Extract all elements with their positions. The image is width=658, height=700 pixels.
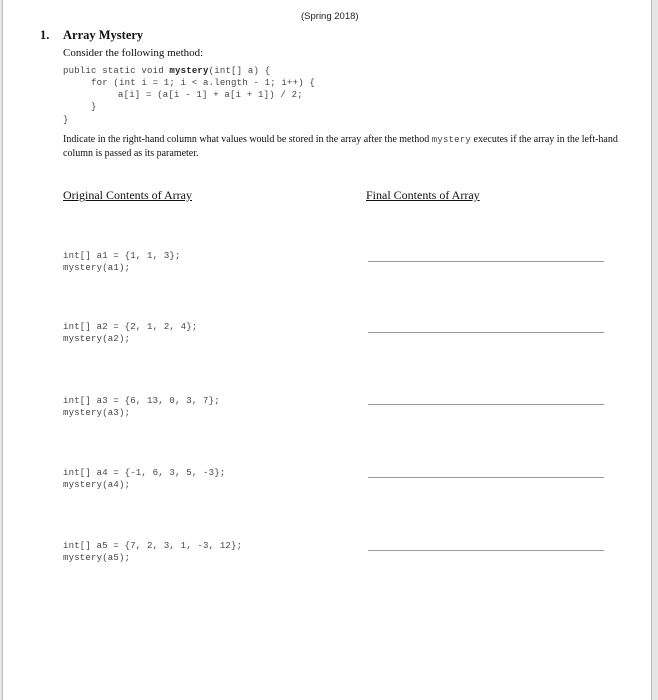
case-5-call: mystery(a5);	[63, 553, 131, 563]
case-2-call: mystery(a2);	[63, 334, 131, 344]
question-intro: Consider the following method:	[63, 47, 204, 59]
case-5-declaration: int[] a5 = {7, 2, 3, 1, -3, 12};	[63, 541, 243, 551]
case-1-call: mystery(a1);	[63, 263, 131, 273]
code-signature-prefix: public static void	[63, 66, 170, 76]
case-1-answer-line[interactable]	[368, 261, 604, 262]
term-header: (Spring 2018)	[301, 11, 359, 22]
code-method-name: mystery	[169, 66, 209, 76]
instruction-text	[63, 133, 623, 161]
code-signature-suffix: (int[] a) {	[208, 66, 271, 76]
instruction-part1: Indicate in the right-hand column what values would be stored in the array after the method	[63, 134, 432, 145]
code-body: a[i] = (a[i - 1] + a[i + 1]) / 2;	[118, 90, 303, 100]
case-4-call: mystery(a4);	[63, 480, 131, 490]
code-loop: for (int i = 1; i < a.length - 1; i++) {	[91, 78, 316, 88]
case-5-answer-line[interactable]	[368, 550, 604, 551]
document-page	[2, 0, 652, 700]
code-signature	[63, 66, 270, 76]
instruction-part2: executes if the array in the left-hand column is passed as its parameter.	[63, 134, 618, 159]
instruction-code-word: mystery	[431, 135, 471, 145]
question-number: 1.	[40, 28, 50, 42]
code-inner-close: }	[91, 102, 97, 112]
code-outer-close: }	[63, 115, 69, 125]
case-3-declaration: int[] a3 = {6, 13, 0, 3, 7};	[63, 396, 220, 406]
case-1-declaration: int[] a1 = {1, 1, 3};	[63, 251, 181, 261]
case-3-call: mystery(a3);	[63, 408, 131, 418]
case-4-answer-line[interactable]	[368, 477, 604, 478]
original-column-heading: Original Contents of Array	[63, 188, 192, 202]
case-2-declaration: int[] a2 = {2, 1, 2, 4};	[63, 322, 198, 332]
case-3-answer-line[interactable]	[368, 404, 604, 405]
case-4-declaration: int[] a4 = {-1, 6, 3, 5, -3};	[63, 468, 226, 478]
case-2-answer-line[interactable]	[368, 332, 604, 333]
question-title: Array Mystery	[63, 28, 144, 42]
final-column-heading: Final Contents of Array	[366, 188, 480, 202]
